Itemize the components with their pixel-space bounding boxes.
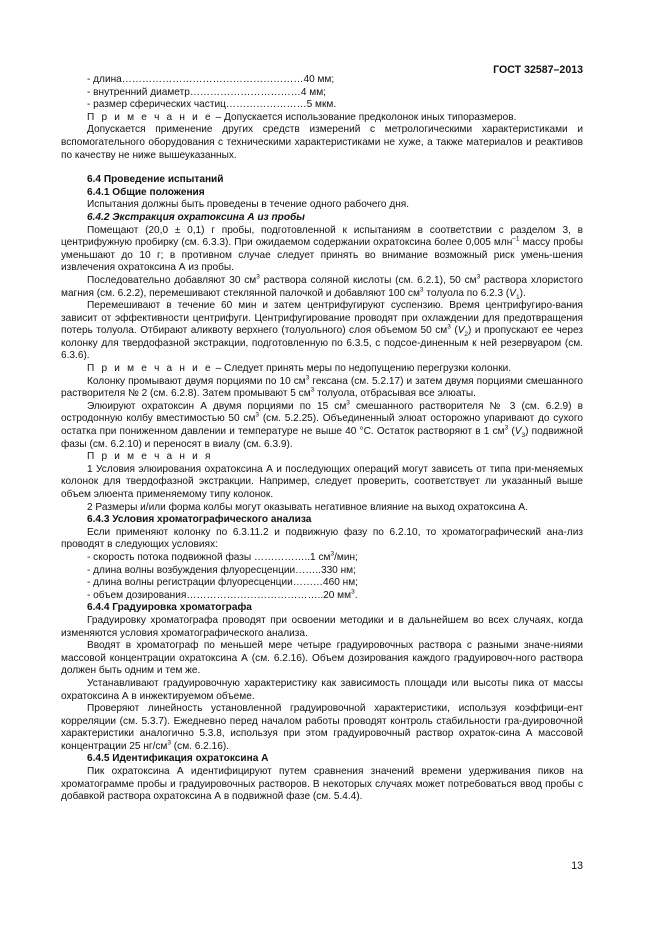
note-precolumn: П р и м е ч а н и е – Допускается использование предколонок иных типоразмеров. xyxy=(87,111,517,123)
section-6-4-1-text: Испытания должны быть проведены в течение одного рабочего дня. xyxy=(87,199,410,211)
condition-flow-rate: - скорость потока подвижной фазы ……………..1 $см^3$/мин; xyxy=(87,550,358,563)
section-6-4-2-title: 6.4.2 Экстракция охратоксина А из пробы xyxy=(87,211,305,223)
section-6-4-1-title: 6.4.1 Общие положения xyxy=(87,186,205,198)
paragraph-calibration-1: Градуировку хроматографа проводят при освоении методики и в дальнейшем во всех случаях, когда изменяются условия хроматографического анализа. xyxy=(61,614,583,639)
column-length: - длина………………………………………………40 мм; xyxy=(87,74,335,85)
column-particle-size: - размер сферических частиц……………………5 мкм. xyxy=(87,99,337,111)
condition-excitation: - длина волны возбуждения флуоресценции……..330 нм; xyxy=(87,564,356,576)
paragraph-add-reagents: Последовательно добавляют 30 $см^3$ раствора соляной кислоты (см. 6.2.1), 50 $см^3$ раствора хлористого магния (см. 6.2.2), перемешивают стеклянной палочкой и добавляют 100 $см^3$ толуола по 6.2.3 $(V_1)$. xyxy=(61,273,583,301)
paragraph-calibration-2: Вводят в хроматограф по меньшей мере четыре градуировочных раствора с разными значе-ниями массовой концентрации охратоксина А (см. 6.2.16). Объем дозирования каждого градуировоч-ного раствора должен быть одним и тем же. xyxy=(61,640,583,677)
notes-label: П р и м е ч а н и я xyxy=(87,451,213,463)
note-label: П р и м е ч а н и е xyxy=(87,111,213,123)
paragraph-identification: Пик охратоксина А идентифицируют путем сравнения значений времени удерживания пиков на хроматограмме пробы и градуировочных растворов. В некоторых случаях может потребоваться ввод пробы с добавкой раствора охратоксина А в подвижной фазе (см. 5.4.4). xyxy=(61,766,583,803)
paragraph-allowed-equipment: Допускается применение других средств измерений с метрологическими характеристиками и вспомогательного оборудования с техническими характеристиками не хуже, а также материалов и реактивов по качеству не ниже вышеуказанных. xyxy=(61,124,583,161)
paragraph-wash-column: Колонку промывают двумя порциями по 10 $см^3$ гексана (см. 5.2.17) и затем двумя порциями смешанного растворителя № 2 (см. 6.2.8). Затем промывают 5 $см^3$ толуола, отбрасывая все элюаты. xyxy=(61,374,584,400)
spacer xyxy=(61,162,583,174)
paragraph-chromatography-intro: Если применяют колонку по 6.3.11.2 и подвижную фазу по 6.2.10, то хроматографический ана-лиз проводят в следующих условиях: xyxy=(61,526,583,551)
document-body xyxy=(61,74,583,804)
section-6-4-title: 6.4 Проведение испытаний xyxy=(87,174,224,186)
condition-registration: - длина волны регистрации флуоресценции………460 нм; xyxy=(87,577,358,589)
paragraph-sample-placement: Помещают (20,0 ± 0,1) г пробы, подготовленной к испытаниям в соответствии с разделом 3, в центрифужную пробирку (см. 6.3.3). При ожидаемом содержании охратоксина более 0,005 млн$^{-1}$ массу пробы уменьшают до 10 г; в противном случае следует принять во внимание возможный риск умень-шения извлечения охратоксина А из пробы. xyxy=(61,224,583,274)
paragraph-calibration-3: Устанавливают градуировочную характеристику как зависимость площади или высоты пика от массы охратоксина А в инжектируемом объеме. xyxy=(61,677,583,702)
paragraph-elution: Элюируют охратоксин А двумя порциями по 15 $см^3$ смешанного растворителя № 3 (см. 6.2.9) в остродонную колбу вместимостью 50 $см^3$ (см. 5.2.25). Объединенный элюат осторожно упаривают до сухого остатка при пониженном давлении и температуре не выше 40 °C. Остаток растворяют в 1 $см^3$ $(V_3)$ подвижной фазы (см. 6.2.10) и переносят в виалу (см. 6.3.9). xyxy=(61,399,583,450)
note-1: 1 Условия элюирования охратоксина А и последующих операций могут зависеть от типа при-меняемых колонок для твердофазной экстракции. Например, следует проверить, соответствует ли указанный выше объем элюента применяемому типу колонок. xyxy=(61,463,583,500)
paragraph-calibration-4: Проверяют линейность установленной градуировочной характеристики, используя коэффици-ент корреляции (см. 5.3.7). Ежедневно перед началом работы проводят контроль стабильности гра-дуировочной характеристики аналогично 5.3.8, используя при этом градуировочный раствор охраток-сина А массовой концентрации 25 $нг/см^3$ (см. 6.2.16). xyxy=(61,703,583,752)
section-6-4-4-title: 6.4.4 Градуировка хроматографа xyxy=(87,602,252,614)
column-diameter: - внутренний диаметр……………………………4 мм; xyxy=(87,86,326,98)
note-2: 2 Размеры и/или форма колбы могут оказывать негативное влияние на выход охратоксина А. xyxy=(87,501,528,513)
page-number: 13 xyxy=(571,860,583,872)
section-6-4-5-title: 6.4.5 Идентификация охратоксина А xyxy=(87,753,269,765)
paragraph-centrifuge: Перемешивают в течение 60 мин и затем центрифугируют суспензию. Время центрифугиро-вания зависит от эффективности центрифуги. Центрифугирование проводят при охлаждении для предотвращения потерь толуола. Отбирают аликвоту верхнего (толуольного) слоя объемом 50 $см^3$ $(V_2)$ и пропускают ее через колонку для твердофазной экстракции, подготовленную по 6.3.5, с подсое-диненным к ней резервуаром (см. 6.3.6). xyxy=(61,300,583,362)
note-overload: П р и м е ч а н и е – Следует принять меры по недопущению перегрузки колонки. xyxy=(87,363,512,375)
standard-header: ГОСТ 32587–2013 xyxy=(493,64,583,76)
section-6-4-3-title: 6.4.3 Условия хроматографического анализа xyxy=(87,514,312,526)
condition-injection-volume: - объем дозирования…………………………………..20 $мм^3$. xyxy=(87,588,358,601)
